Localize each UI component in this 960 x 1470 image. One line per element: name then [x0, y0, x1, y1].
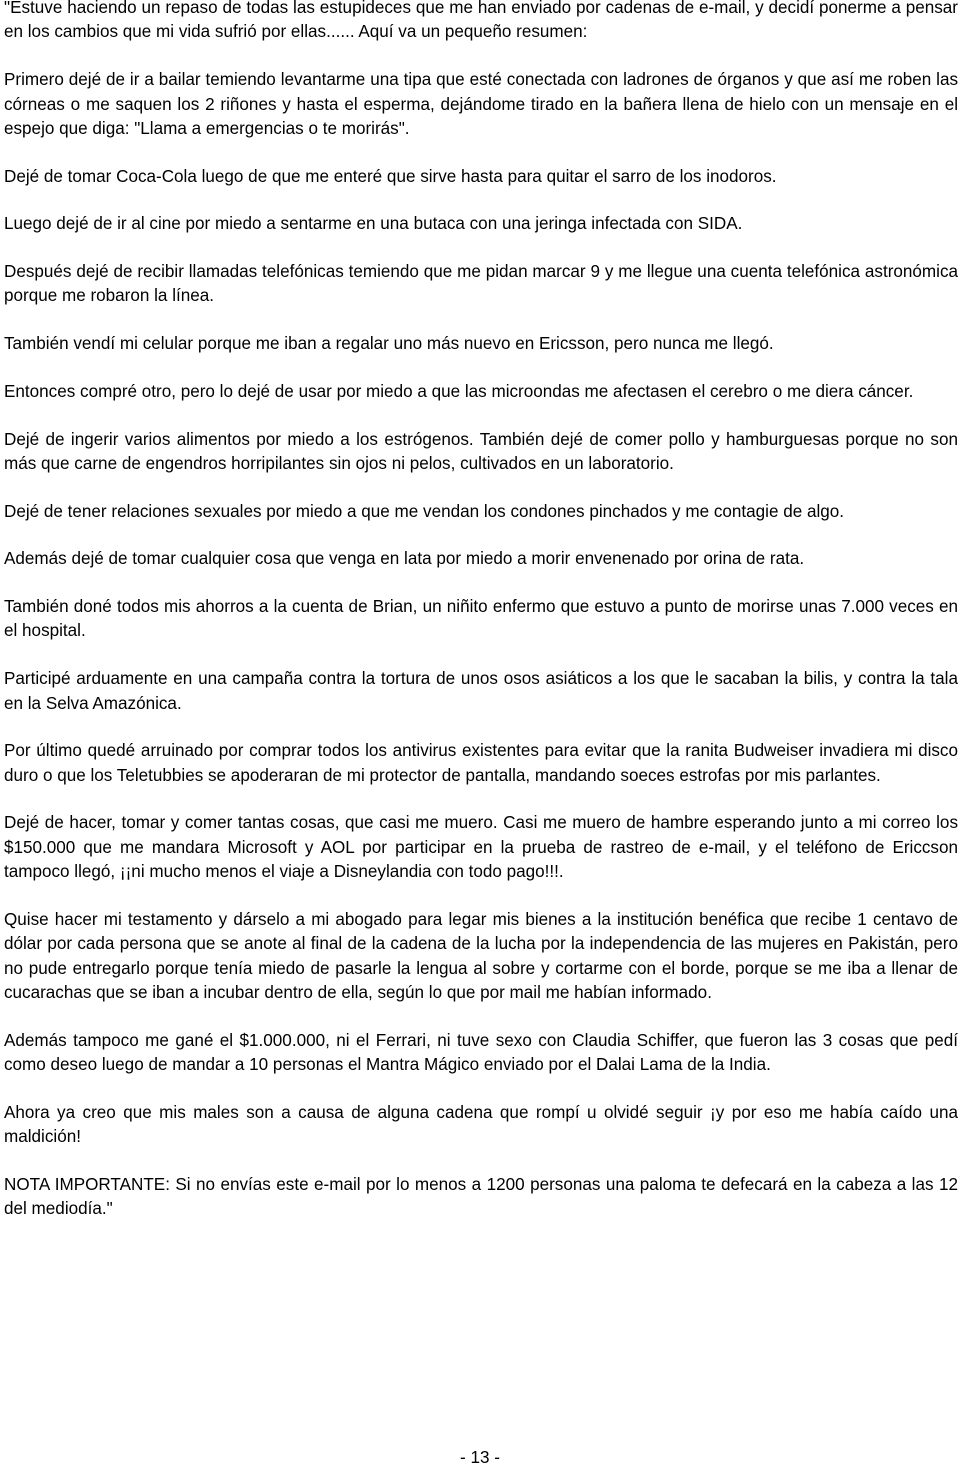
paragraph-testamento: Quise hacer mi testamento y dárselo a mi abogado para legar mis bienes a la institución benéfica que recibe 1 centavo de dólar por cada persona que se anote al final de la cadena de la lucha por la independencia de las mujeres en Pakistán, pero no pude entregarlo porque tenía miedo de pasarle la lengua al sobre y cortarme con el borde, porque se me iba a llenar de cucarachas que se iban a incubar dentro de ella, según lo que por mail me habían informado. — [4, 909, 958, 1003]
paragraph-intro: "Estuve haciendo un repaso de todas las estupideces que me han enviado por cadenas de e-mail, y decidí ponerme a pensar en los cambios que mi vida sufrió por ellas...... Aquí va un pequeño resumen: — [4, 0, 958, 42]
paragraph-deseos: Además tampoco me gané el $1.000.000, ni el Ferrari, ni tuve sexo con Claudia Schiffer, que fueron las 3 cosas que pedí como deseo luego de mandar a 10 personas el Mantra Mágico enviado por el Dalai Lama de la India. — [4, 1030, 958, 1075]
paragraph-alimentos: Dejé de ingerir varios alimentos por miedo a los estrógenos. También dejé de comer pollo y hamburguesas porque no son más que carne de engendros horripilantes sin ojos ni pelos, cultivados en un laboratorio. — [4, 429, 958, 473]
paragraph-brian: También doné todos mis ahorros a la cuenta de Brian, un niñito enfermo que estuvo a punto de morirse unas 7.000 veces en el hospital. — [4, 597, 958, 641]
paragraph-nota-importante: NOTA IMPORTANTE: Si no envías este e-mail por lo menos a 1200 personas una paloma te defecará en la cabeza a las 12 del mediodía." — [4, 1175, 958, 1219]
paragraph-antivirus: Por último quedé arruinado por comprar todos los antivirus existentes para evitar que la ranita Budweiser invadiera mi disco duro o que los Teletubbies se apoderaran de mi protector de pantalla, mandando soeces estrofas por mis parlantes. — [4, 741, 958, 785]
document-body — [4, 0, 958, 1222]
paragraph-bailar: Primero dejé de ir a bailar temiendo levantarme una tipa que esté conectada con ladrones de órganos y que así me roben las córneas o me saquen los 2 riñones y hasta el esperma, dejándome tirado en la bañera llena de hielo con un mensaje en el espejo que diga: "Llama a emergencias o te morirás". — [4, 70, 958, 138]
paragraph-microondas: Entonces compré otro, pero lo dejé de usar por miedo a que las microondas me afectasen el cerebro o me diera cáncer. — [4, 381, 914, 401]
paragraph-maldicion: Ahora ya creo que mis males son a causa de alguna cadena que rompí u olvidé seguir ¡y por eso me había caído una maldición! — [4, 1102, 958, 1147]
paragraph-relaciones: Dejé de tener relaciones sexuales por miedo a que me vendan los condones pinchados y me contagie de algo. — [4, 501, 845, 521]
paragraph-celular: También vendí mi celular porque me iban a regalar uno más nuevo en Ericsson, pero nunca me llegó. — [4, 334, 774, 354]
paragraph-cine: Luego dejé de ir al cine por miedo a sentarme en una butaca con una jeringa infectada con SIDA. — [4, 214, 743, 234]
paragraph-llamadas: Después dejé de recibir llamadas telefónicas temiendo que me pidan marcar 9 y me llegue una cuenta telefónica astronómica porque me robaron la línea. — [4, 262, 958, 306]
page-number: - 13 - — [460, 1448, 500, 1467]
paragraph-coca-cola: Dejé de tomar Coca-Cola luego de que me enteré que sirve hasta para quitar el sarro de los inodoros. — [4, 166, 777, 186]
paragraph-correo: Dejé de hacer, tomar y comer tantas cosas, que casi me muero. Casi me muero de hambre esperando junto a mi correo los $150.000 que me mandara Microsoft y AOL por participar en la prueba de rastreo de e-mail, y el teléfono de Ericcson tampoco llegó, ¡¡ni mucho menos el viaje a Disneylandia con todo pago!!!. — [4, 813, 958, 882]
paragraph-lata: Además dejé de tomar cualquier cosa que venga en lata por miedo a morir envenenado por orina de rata. — [4, 549, 805, 569]
paragraph-campana: Participé arduamente en una campaña contra la tortura de unos osos asiáticos a los que le sacaban la bilis, y contra la tala en la Selva Amazónica. — [4, 669, 958, 713]
